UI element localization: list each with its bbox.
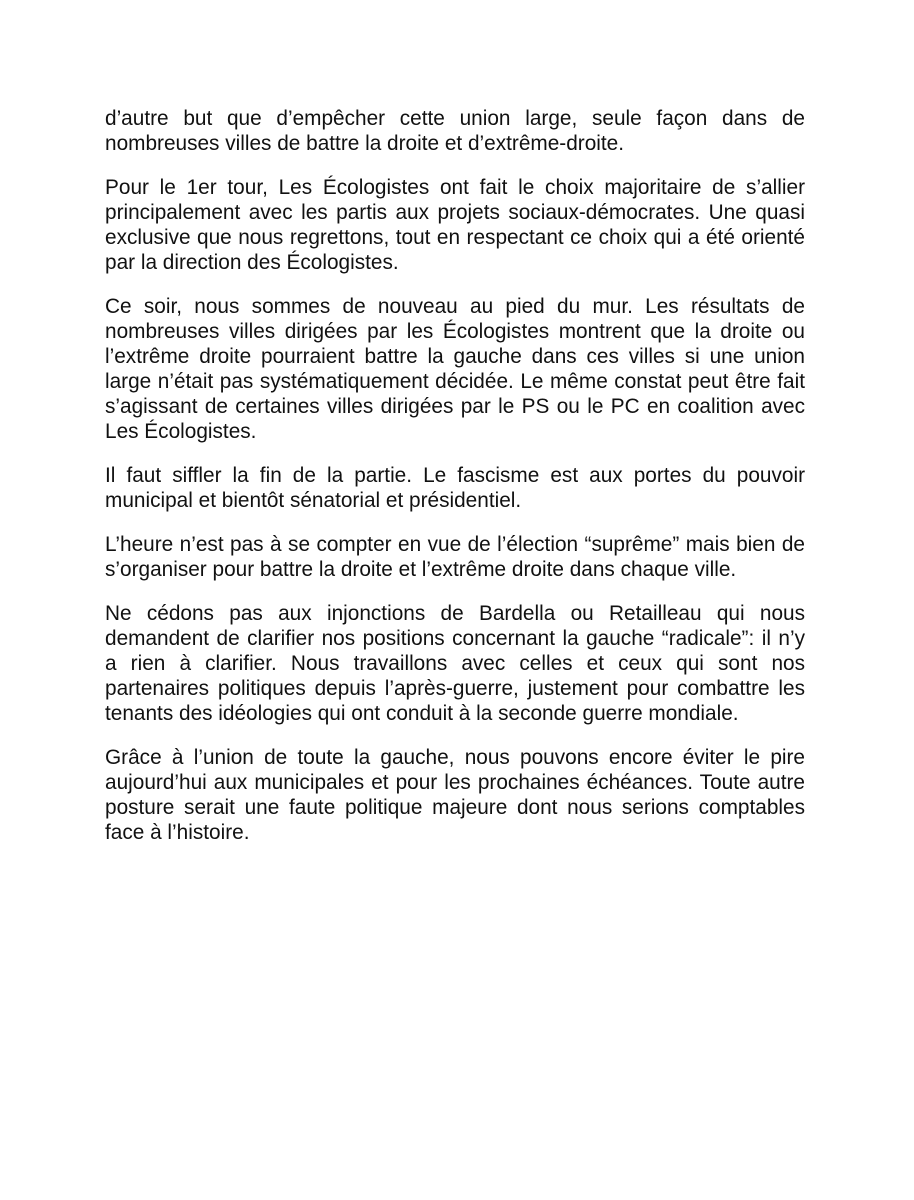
document-body (105, 106, 805, 864)
paragraph-7: Grâce à l’union de toute la gauche, nous pouvons encore éviter le pire aujourd’hui aux municipales et pour les prochaines échéances. Toute autre posture serait une faute politique majeure dont nous serions comptables face à l’histoire. (105, 746, 805, 844)
paragraph-3: Ce soir, nous sommes de nouveau au pied du mur. Les résultats de nombreuses villes dirigées par les Écologistes montrent que la droite ou l’extrême droite pourraient battre la gauche dans ces villes si une union large n’était pas systématiquement décidée. Le même constat peut être fait s’agissant de certaines villes dirigées par le PS ou le PC en coalition avec Les Écologistes. (105, 295, 805, 443)
paragraph-6: Ne cédons pas aux injonctions de Bardella ou Retailleau qui nous demandent de clarifier nos positions concernant la gauche “radicale”: il n’y a rien à clarifier. Nous travaillons avec celles et ceux qui sont nos partenaires politiques depuis l’après-guerre, justement pour combattre les tenants des idéologies qui ont conduit à la seconde guerre mondiale. (105, 602, 805, 725)
paragraph-4: Il faut siffler la fin de la partie. Le fascisme est aux portes du pouvoir municipal et bientôt sénatorial et présidentiel. (105, 464, 805, 512)
paragraph-1: d’autre but que d’empêcher cette union large, seule façon dans de nombreuses villes de battre la droite et d’extrême-droite. (105, 107, 805, 155)
paragraph-5: L’heure n’est pas à se compter en vue de l’élection “suprême” mais bien de s’organiser pour battre la droite et l’extrême droite dans chaque ville. (105, 533, 805, 581)
paragraph-2: Pour le 1er tour, Les Écologistes ont fait le choix majoritaire de s’allier principalement avec les partis aux projets sociaux-démocrates. Une quasi exclusive que nous regrettons, tout en respectant ce choix qui a été orienté par la direction des Écologistes. (105, 176, 805, 274)
